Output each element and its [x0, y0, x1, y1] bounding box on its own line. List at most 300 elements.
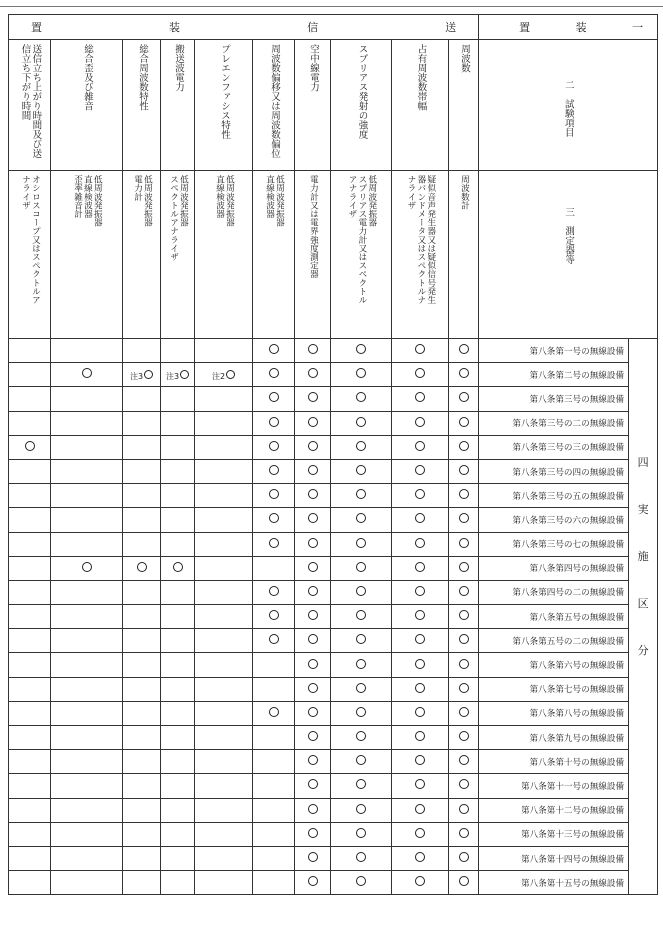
- mark-cell: [51, 363, 123, 387]
- mark-cell: [295, 580, 331, 604]
- mark-cell: [392, 726, 449, 750]
- table-row: [9, 556, 658, 580]
- mark-cell: [449, 605, 479, 629]
- note-mark: [166, 370, 189, 381]
- test-item-cell: [9, 40, 51, 171]
- test-item-label: スプリアス発射の強度: [356, 44, 368, 139]
- mark-cell: [161, 774, 195, 798]
- instruments-heading-cell: [479, 171, 658, 339]
- mark-cell: [123, 532, 161, 556]
- mark-cell: [123, 459, 161, 483]
- equipment-id: 第八条第七号の無線設備: [479, 677, 629, 701]
- table-row: [9, 871, 658, 895]
- mark-cell: [295, 750, 331, 774]
- mark-cell: [392, 580, 449, 604]
- mark-cell: [123, 580, 161, 604]
- mark-cell: [51, 605, 123, 629]
- applicable-circle-icon: [269, 634, 279, 644]
- test-items-row: [9, 40, 658, 171]
- mark-cell: [161, 580, 195, 604]
- mark-cell: [9, 363, 51, 387]
- equipment-id: 第八条第三号の無線設備: [479, 387, 629, 411]
- applicable-circle-icon: [415, 513, 425, 523]
- mark-cell: [295, 363, 331, 387]
- mark-cell: [331, 339, 392, 363]
- section-heading-char: 分: [637, 644, 649, 657]
- applicable-circle-icon: [82, 368, 92, 378]
- mark-cell: [253, 484, 295, 508]
- mark-cell: [392, 435, 449, 459]
- equipment-id: 第八条第三号の二の無線設備: [479, 411, 629, 435]
- mark-cell: [253, 459, 295, 483]
- applicable-circle-icon: [459, 828, 469, 838]
- mark-cell: [9, 556, 51, 580]
- mark-cell: [295, 435, 331, 459]
- table-row: [9, 774, 658, 798]
- applicable-circle-icon: [308, 755, 318, 765]
- equipment-id: 第八条第九号の無線設備: [479, 726, 629, 750]
- applicable-circle-icon: [356, 586, 366, 596]
- mark-cell: [123, 653, 161, 677]
- mark-cell: [161, 726, 195, 750]
- mark-cell: [161, 363, 195, 387]
- equipment-id: 第八条第三号の六の無線設備: [479, 508, 629, 532]
- instruments-row: [9, 171, 658, 339]
- test-item-label: 占有周波数帯幅: [415, 44, 427, 111]
- mark-cell: [449, 508, 479, 532]
- mark-cell: [449, 484, 479, 508]
- table-row: [9, 798, 658, 822]
- mark-cell: [253, 363, 295, 387]
- mark-cell: [295, 871, 331, 895]
- table-row: [9, 339, 658, 363]
- applicable-circle-icon: [308, 489, 318, 499]
- equipment-title-char: 一: [632, 21, 644, 34]
- test-items-heading: 二 試験項目: [562, 80, 574, 137]
- section-heading-char: 施: [637, 550, 649, 563]
- title-row: [9, 15, 658, 40]
- mark-cell: [9, 653, 51, 677]
- mark-cell: [195, 605, 253, 629]
- applicable-circle-icon: [308, 634, 318, 644]
- equipment-id: 第八条第一号の無線設備: [479, 339, 629, 363]
- mark-cell: [9, 459, 51, 483]
- applicable-circle-icon: [415, 755, 425, 765]
- table-row: [9, 508, 658, 532]
- mark-cell: [123, 411, 161, 435]
- test-item-cell: [331, 40, 392, 171]
- applicable-circle-icon: [308, 659, 318, 669]
- applicable-circle-icon: [459, 610, 469, 620]
- mark-cell: [253, 580, 295, 604]
- instrument-label: 低周波発振器 直線検波器: [264, 175, 285, 227]
- mark-cell: [253, 774, 295, 798]
- mark-cell: [449, 387, 479, 411]
- mark-cell: [253, 726, 295, 750]
- mark-cell: [161, 387, 195, 411]
- instrument-label: オシロスコープ又はスペクトルア ナライザ: [20, 175, 41, 304]
- mark-cell: [9, 435, 51, 459]
- equipment-id: 第八条第三号の七の無線設備: [479, 532, 629, 556]
- mark-cell: [392, 508, 449, 532]
- mark-cell: [295, 556, 331, 580]
- test-items-heading-cell: [479, 40, 658, 171]
- equipment-title-char: 置: [519, 21, 531, 34]
- applicable-circle-icon: [459, 634, 469, 644]
- mark-cell: [123, 822, 161, 846]
- mark-cell: [449, 871, 479, 895]
- mark-cell: [253, 387, 295, 411]
- mark-cell: [9, 677, 51, 701]
- applicable-circle-icon: [180, 370, 189, 379]
- mark-cell: [392, 484, 449, 508]
- equipment-id: 第八条第十一号の無線設備: [479, 774, 629, 798]
- mark-cell: [161, 532, 195, 556]
- mark-cell: [392, 846, 449, 870]
- mark-cell: [9, 774, 51, 798]
- mark-cell: [195, 701, 253, 725]
- section-heading-char: 区: [637, 597, 649, 610]
- mark-cell: [449, 556, 479, 580]
- applicable-circle-icon: [415, 731, 425, 741]
- mark-cell: [9, 532, 51, 556]
- mark-cell: [9, 846, 51, 870]
- mark-cell: [195, 411, 253, 435]
- mark-cell: [253, 605, 295, 629]
- mark-cell: [123, 846, 161, 870]
- mark-cell: [449, 677, 479, 701]
- mark-cell: [195, 387, 253, 411]
- mark-cell: [331, 411, 392, 435]
- instrument-label: 低周波発振器 直線検波器 歪率雑音計: [72, 175, 103, 227]
- mark-cell: [449, 822, 479, 846]
- applicable-circle-icon: [269, 441, 279, 451]
- applicable-circle-icon: [459, 876, 469, 886]
- transmitter-title-char: 置: [31, 21, 42, 34]
- mark-cell: [195, 653, 253, 677]
- applicable-circle-icon: [308, 538, 318, 548]
- mark-cell: [195, 822, 253, 846]
- mark-cell: [51, 435, 123, 459]
- applicable-circle-icon: [356, 513, 366, 523]
- mark-cell: [51, 846, 123, 870]
- mark-cell: [331, 435, 392, 459]
- mark-cell: [9, 822, 51, 846]
- mark-cell: [195, 798, 253, 822]
- mark-cell: [331, 459, 392, 483]
- applicable-circle-icon: [356, 538, 366, 548]
- mark-cell: [195, 532, 253, 556]
- mark-cell: [449, 774, 479, 798]
- test-item-cell: [253, 40, 295, 171]
- test-item-cell: [51, 40, 123, 171]
- applicable-circle-icon: [415, 392, 425, 402]
- mark-cell: [123, 701, 161, 725]
- table-row: [9, 387, 658, 411]
- applicable-circle-icon: [308, 562, 318, 572]
- mark-cell: [295, 774, 331, 798]
- test-item-cell: [449, 40, 479, 171]
- mark-cell: [161, 677, 195, 701]
- mark-cell: [331, 532, 392, 556]
- applicable-circle-icon: [82, 562, 92, 572]
- mark-cell: [195, 750, 253, 774]
- applicable-circle-icon: [415, 441, 425, 451]
- mark-cell: [51, 508, 123, 532]
- mark-cell: [51, 677, 123, 701]
- table-row: [9, 629, 658, 653]
- mark-cell: [9, 605, 51, 629]
- note-label: 注2: [211, 371, 226, 381]
- mark-cell: [392, 532, 449, 556]
- applicable-circle-icon: [269, 513, 279, 523]
- mark-cell: [51, 750, 123, 774]
- instrument-label: 周波数計: [459, 175, 470, 210]
- equipment-id: 第八条第四号の無線設備: [479, 556, 629, 580]
- mark-cell: [449, 846, 479, 870]
- instrument-cell: [9, 171, 51, 339]
- applicable-circle-icon: [415, 659, 425, 669]
- mark-cell: [9, 798, 51, 822]
- mark-cell: [392, 556, 449, 580]
- mark-cell: [9, 411, 51, 435]
- applicable-circle-icon: [269, 610, 279, 620]
- instrument-cell: [195, 171, 253, 339]
- applicable-circle-icon: [459, 344, 469, 354]
- test-item-label: 総合歪及び雑音: [81, 44, 93, 111]
- applicable-circle-icon: [415, 538, 425, 548]
- mark-cell: [9, 726, 51, 750]
- mark-cell: [253, 435, 295, 459]
- mark-cell: [392, 459, 449, 483]
- mark-cell: [392, 363, 449, 387]
- applicable-circle-icon: [415, 852, 425, 862]
- mark-cell: [51, 411, 123, 435]
- mark-cell: [51, 339, 123, 363]
- mark-cell: [331, 629, 392, 653]
- equipment-id: 第八条第三号の四の無線設備: [479, 459, 629, 483]
- mark-cell: [123, 750, 161, 774]
- mark-cell: [123, 726, 161, 750]
- mark-cell: [331, 798, 392, 822]
- test-item-cell: [195, 40, 253, 171]
- mark-cell: [195, 363, 253, 387]
- table-row: [9, 750, 658, 774]
- mark-cell: [9, 508, 51, 532]
- mark-cell: [161, 556, 195, 580]
- mark-cell: [9, 580, 51, 604]
- mark-cell: [195, 629, 253, 653]
- mark-cell: [331, 701, 392, 725]
- note-mark: [130, 370, 153, 381]
- test-item-label: プレエンファシス特性: [218, 44, 230, 139]
- mark-cell: [392, 653, 449, 677]
- mark-cell: [295, 411, 331, 435]
- applicable-circle-icon: [356, 804, 366, 814]
- mark-cell: [449, 363, 479, 387]
- mark-cell: [161, 508, 195, 532]
- mark-cell: [295, 846, 331, 870]
- applicable-circle-icon: [459, 683, 469, 693]
- table-row: [9, 822, 658, 846]
- mark-cell: [295, 798, 331, 822]
- mark-cell: [392, 677, 449, 701]
- mark-cell: [9, 701, 51, 725]
- applicable-circle-icon: [308, 586, 318, 596]
- test-item-label: 搬送波電力: [172, 44, 184, 92]
- table-row: [9, 435, 658, 459]
- mark-cell: [253, 677, 295, 701]
- mark-cell: [195, 580, 253, 604]
- applicable-circle-icon: [459, 538, 469, 548]
- mark-cell: [51, 484, 123, 508]
- mark-cell: [123, 774, 161, 798]
- mark-cell: [392, 822, 449, 846]
- equipment-id: 第八条第二号の無線設備: [479, 363, 629, 387]
- mark-cell: [331, 653, 392, 677]
- applicable-circle-icon: [308, 876, 318, 886]
- instrument-label: 低周波発振器 電力計: [132, 175, 153, 227]
- applicable-circle-icon: [415, 707, 425, 717]
- applicable-circle-icon: [356, 707, 366, 717]
- applicable-circle-icon: [459, 755, 469, 765]
- mark-cell: [51, 532, 123, 556]
- mark-cell: [331, 556, 392, 580]
- applicable-circle-icon: [356, 683, 366, 693]
- applicable-circle-icon: [308, 417, 318, 427]
- mark-cell: [295, 677, 331, 701]
- applicable-circle-icon: [415, 828, 425, 838]
- applicable-circle-icon: [459, 465, 469, 475]
- equipment-id: 第八条第十二号の無線設備: [479, 798, 629, 822]
- applicable-circle-icon: [269, 586, 279, 596]
- mark-cell: [331, 387, 392, 411]
- mark-cell: [449, 653, 479, 677]
- applicable-circle-icon: [308, 683, 318, 693]
- equipment-header: [479, 15, 658, 40]
- mark-cell: [449, 435, 479, 459]
- mark-cell: [123, 387, 161, 411]
- mark-cell: [51, 822, 123, 846]
- table-row: [9, 605, 658, 629]
- mark-cell: [195, 339, 253, 363]
- applicable-circle-icon: [356, 828, 366, 838]
- mark-cell: [253, 701, 295, 725]
- mark-cell: [123, 798, 161, 822]
- mark-cell: [253, 556, 295, 580]
- mark-cell: [449, 339, 479, 363]
- equipment-id: 第八条第八号の無線設備: [479, 701, 629, 725]
- mark-cell: [392, 750, 449, 774]
- mark-cell: [161, 750, 195, 774]
- applicable-circle-icon: [459, 731, 469, 741]
- table-row: [9, 846, 658, 870]
- applicable-circle-icon: [356, 731, 366, 741]
- applicable-circle-icon: [269, 344, 279, 354]
- mark-cell: [161, 822, 195, 846]
- equipment-id: 第八条第十三号の無線設備: [479, 822, 629, 846]
- mark-cell: [253, 339, 295, 363]
- applicable-circle-icon: [173, 562, 183, 572]
- mark-cell: [295, 508, 331, 532]
- mark-cell: [161, 653, 195, 677]
- equipment-id: 第八条第五号の二の無線設備: [479, 629, 629, 653]
- mark-cell: [449, 701, 479, 725]
- mark-cell: [295, 605, 331, 629]
- applicable-circle-icon: [356, 441, 366, 451]
- mark-cell: [253, 798, 295, 822]
- applicable-circle-icon: [415, 368, 425, 378]
- applicable-circle-icon: [269, 538, 279, 548]
- instrument-cell: [449, 171, 479, 339]
- mark-cell: [253, 846, 295, 870]
- mark-cell: [253, 750, 295, 774]
- applicable-circle-icon: [415, 634, 425, 644]
- mark-cell: [195, 846, 253, 870]
- applicable-circle-icon: [415, 417, 425, 427]
- mark-cell: [295, 459, 331, 483]
- test-item-label: 空中線電力: [307, 44, 319, 92]
- mark-cell: [449, 580, 479, 604]
- section-heading-char: 四: [637, 456, 649, 469]
- mark-cell: [295, 484, 331, 508]
- applicable-circle-icon: [269, 368, 279, 378]
- mark-cell: [161, 846, 195, 870]
- mark-cell: [295, 629, 331, 653]
- instrument-cell: [123, 171, 161, 339]
- table-row: [9, 677, 658, 701]
- mark-cell: [331, 677, 392, 701]
- applicable-circle-icon: [415, 804, 425, 814]
- mark-cell: [449, 629, 479, 653]
- equipment-title-char: 装: [575, 21, 587, 34]
- applicable-circle-icon: [308, 392, 318, 402]
- applicable-circle-icon: [25, 441, 35, 451]
- mark-cell: [449, 798, 479, 822]
- mark-cell: [392, 605, 449, 629]
- table-row: [9, 459, 658, 483]
- applicable-circle-icon: [226, 370, 235, 379]
- instrument-label: 低周波発振器 スプリアス電力計又はスペクトル アナライザ: [347, 175, 377, 304]
- mark-cell: [253, 532, 295, 556]
- applicable-circle-icon: [459, 417, 469, 427]
- mark-cell: [51, 580, 123, 604]
- mark-cell: [123, 605, 161, 629]
- applicable-circle-icon: [356, 610, 366, 620]
- mark-cell: [295, 701, 331, 725]
- applicable-circle-icon: [308, 441, 318, 451]
- applicable-circle-icon: [459, 562, 469, 572]
- mark-cell: [161, 484, 195, 508]
- mark-cell: [253, 871, 295, 895]
- applicable-circle-icon: [459, 513, 469, 523]
- applicable-circle-icon: [415, 683, 425, 693]
- mark-cell: [253, 822, 295, 846]
- equipment-id: 第八条第四号の二の無線設備: [479, 580, 629, 604]
- mark-cell: [449, 750, 479, 774]
- mark-cell: [392, 798, 449, 822]
- mark-cell: [9, 629, 51, 653]
- mark-cell: [253, 653, 295, 677]
- applicable-circle-icon: [356, 634, 366, 644]
- mark-cell: [123, 871, 161, 895]
- test-item-cell: [392, 40, 449, 171]
- equipment-id: 第八条第三号の三の無線設備: [479, 435, 629, 459]
- test-item-label: 送信立ち上がり時間及び送 信立ち下がり時間: [19, 44, 42, 158]
- equipment-id: 第八条第十号の無線設備: [479, 750, 629, 774]
- applicable-circle-icon: [308, 465, 318, 475]
- transmitter-title-char: 装: [169, 21, 181, 34]
